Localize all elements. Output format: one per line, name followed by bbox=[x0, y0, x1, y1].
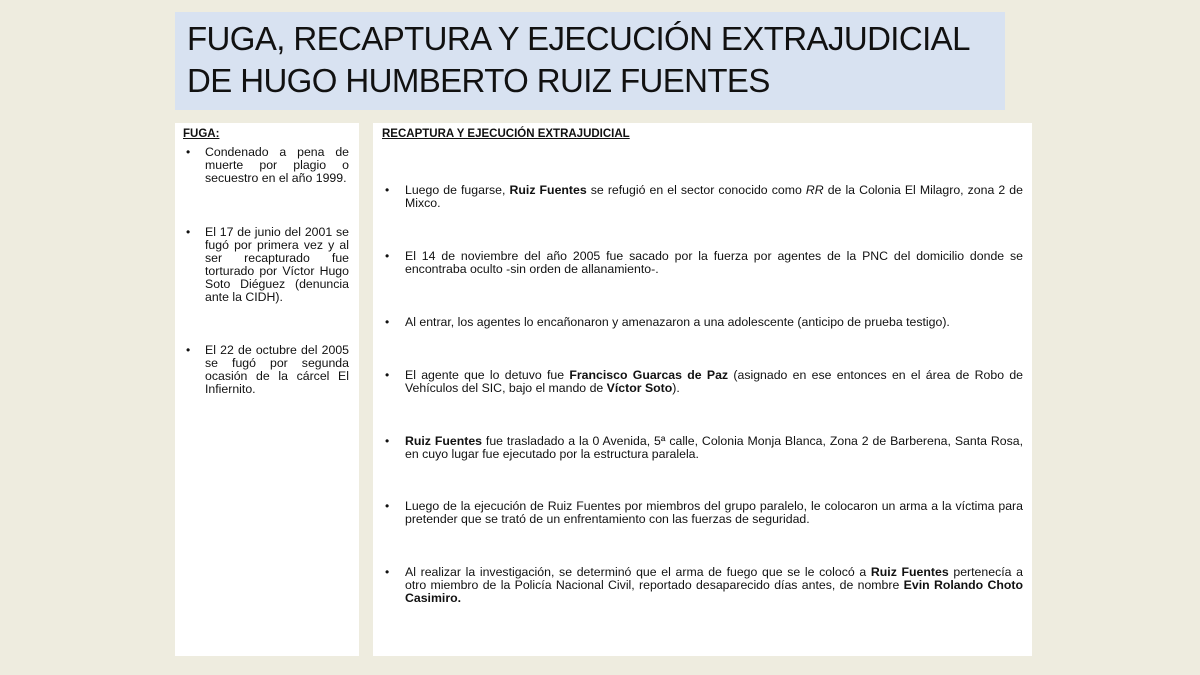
bullet-icon: • bbox=[385, 434, 390, 448]
item-bold-name: Víctor Soto bbox=[606, 381, 673, 395]
bullet-icon: • bbox=[186, 145, 191, 159]
recaptura-item-2 bbox=[382, 250, 1023, 276]
item-text: Al realizar la investigación, se determinó que el arma de fuego que se le colocó a bbox=[405, 565, 871, 579]
item-bold-name: Francisco Guarcas de Paz bbox=[569, 368, 729, 382]
recaptura-panel bbox=[373, 123, 1032, 656]
bullet-icon: • bbox=[385, 565, 390, 579]
fuga-item-text: El 22 de octubre del 2005 se fugó por segunda ocasión de la cárcel El Infiernito. bbox=[205, 343, 349, 396]
item-bold-name: Ruiz Fuentes bbox=[870, 565, 949, 579]
slide-title-line-1: FUGA, RECAPTURA Y EJECUCIÓN EXTRAJUDICIAL bbox=[187, 20, 970, 57]
fuga-heading: FUGA: bbox=[183, 128, 220, 140]
item-italic-text: RR bbox=[805, 183, 824, 197]
bullet-icon: • bbox=[186, 343, 191, 357]
recaptura-item-6 bbox=[382, 500, 1023, 526]
slide-title-line-2: DE HUGO HUMBERTO RUIZ FUENTES bbox=[187, 62, 770, 99]
recaptura-heading: RECAPTURA Y EJECUCIÓN EXTRAJUDICIAL bbox=[382, 128, 630, 140]
fuga-item-1 bbox=[183, 146, 349, 185]
item-bold-name: Ruiz Fuentes bbox=[509, 183, 587, 197]
slide-title-box bbox=[175, 12, 1005, 110]
item-text: se refugió en el sector conocido como bbox=[586, 183, 806, 197]
bullet-icon: • bbox=[186, 225, 191, 239]
bullet-icon: • bbox=[385, 368, 390, 382]
fuga-item-2 bbox=[183, 226, 349, 304]
fuga-list bbox=[183, 146, 349, 396]
fuga-panel bbox=[175, 123, 359, 656]
item-text: fue trasladado a la 0 Avenida, 5ª calle, Colonia Monja Blanca, Zona 2 de Barberena, Santa Rosa, en cuyo lugar fue ejecutado por la estructura paralela. bbox=[405, 434, 1023, 461]
item-bold-name: Ruiz Fuentes bbox=[405, 434, 483, 448]
bullet-icon: • bbox=[385, 183, 390, 197]
recaptura-item-4 bbox=[382, 369, 1023, 395]
item-text: ). bbox=[672, 381, 680, 395]
item-text: Luego de la ejecución de Ruiz Fuentes por miembros del grupo paralelo, le colocaron un arma a la víctima para pretender que se trató de un enfrentamiento con las fuerzas de seguridad. bbox=[405, 499, 1023, 526]
item-text: Al entrar, los agentes lo encañonaron y amenazaron a una adolescente (anticipo de prueba testigo). bbox=[405, 315, 950, 329]
item-text: Luego de fugarse, bbox=[405, 183, 510, 197]
recaptura-list bbox=[382, 184, 1023, 605]
recaptura-item-7 bbox=[382, 566, 1023, 605]
recaptura-item-3 bbox=[382, 316, 1023, 329]
item-text: (asignado en ese entonces en el área de Robo de Vehículos del SIC, bajo el mando de bbox=[405, 368, 1023, 395]
item-text: El agente que lo detuvo fue bbox=[405, 368, 570, 382]
item-text: de la Colonia El Milagro, zona 2 de Mixco. bbox=[405, 183, 1023, 210]
fuga-item-text: El 17 de junio del 2001 se fugó por primera vez y al ser recapturado fue torturado por Víctor Hugo Soto Diéguez (denuncia ante la CIDH). bbox=[205, 225, 349, 304]
bullet-icon: • bbox=[385, 315, 390, 329]
bullet-icon: • bbox=[385, 499, 390, 513]
fuga-item-3 bbox=[183, 344, 349, 396]
item-bold-name: Evin Rolando Choto Casimiro. bbox=[405, 578, 1023, 605]
item-text: pertenecía a otro miembro de la Policía Nacional Civil, reportado desaparecido días antes, de nombre bbox=[405, 565, 1023, 592]
fuga-item-text: Condenado a pena de muerte por plagio o secuestro en el año 1999. bbox=[205, 145, 349, 185]
bullet-icon: • bbox=[385, 249, 390, 263]
recaptura-item-5 bbox=[382, 435, 1023, 461]
recaptura-item-1 bbox=[382, 184, 1023, 210]
item-text: El 14 de noviembre del año 2005 fue sacado por la fuerza por agentes de la PNC del domicilio donde se encontraba oculto -sin orden de allanamiento-. bbox=[405, 249, 1023, 276]
